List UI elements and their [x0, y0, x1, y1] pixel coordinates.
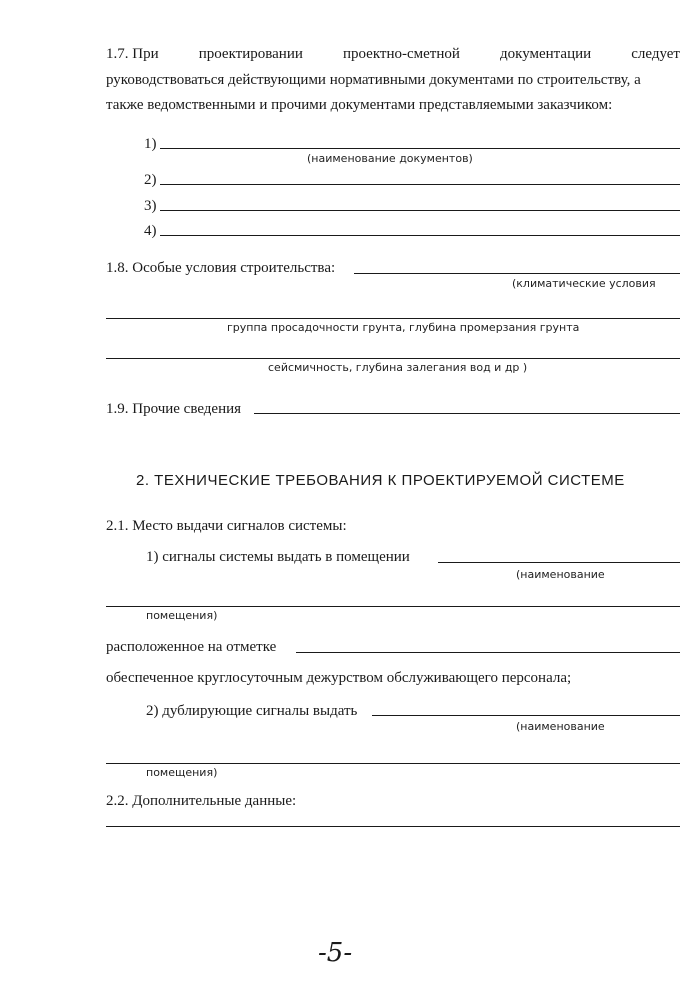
doc-item-1-caption: (наименование документов): [307, 152, 473, 165]
s21-caption-name-2: (наименование: [516, 720, 605, 733]
s17-word: 1.7. При: [106, 46, 159, 62]
s17-word: документации: [499, 46, 592, 62]
s17-line3: также ведомственными и прочими документами представляемыми заказчиком:: [106, 97, 613, 113]
s18-field-2[interactable]: [106, 318, 680, 319]
s21-caption-room-1: помещения): [146, 609, 218, 622]
doc-item-number: 1): [144, 136, 157, 152]
doc-item-3-field[interactable]: [160, 210, 680, 211]
s17-word: проектировании: [198, 46, 303, 62]
s18-label: 1.8. Особые условия строительства:: [106, 260, 336, 276]
s18-field-1[interactable]: [354, 273, 680, 274]
doc-item-4-field[interactable]: [160, 235, 680, 236]
section2-heading: 2. ТЕХНИЧЕСКИЕ ТРЕБОВАНИЯ К ПРОЕКТИРУЕМОЙ СИСТЕМЕ: [136, 472, 625, 489]
s21-item2: 2) дублирующие сигналы выдать: [146, 703, 358, 719]
s17-line2: руководствоваться действующими нормативными документами по строительству, а: [106, 72, 641, 88]
doc-item-number: 4): [144, 223, 157, 239]
s21-item1: 1) сигналы системы выдать в помещении: [146, 549, 410, 565]
s22-label: 2.2. Дополнительные данные:: [106, 793, 297, 809]
s18-caption-seismic: сейсмичность, глубина залегания вод и др ): [268, 361, 528, 374]
s18-caption-climate: (климатические условия: [512, 277, 656, 290]
s21-item2-field[interactable]: [372, 715, 680, 716]
s21-item1-field-2[interactable]: [106, 606, 680, 607]
s21-elevation-field[interactable]: [296, 652, 680, 653]
s17-word: следует: [631, 46, 680, 62]
s21-label: 2.1. Место выдачи сигналов системы:: [106, 518, 347, 534]
s21-caption-name-1: (наименование: [516, 568, 605, 581]
doc-item-number: 2): [144, 172, 157, 188]
s21-duty-text: обеспеченное круглосуточным дежурством обслуживающего персонала;: [106, 670, 572, 686]
s21-caption-room-2: помещения): [146, 766, 218, 779]
s17-word: проектно-сметной: [342, 46, 460, 62]
s18-caption-soil: группа просадочности грунта, глубина промерзания грунта: [227, 321, 580, 334]
s21-item2-field-2[interactable]: [106, 763, 680, 764]
page-number: -5-: [318, 938, 353, 968]
s22-field[interactable]: [106, 826, 680, 827]
doc-item-2-field[interactable]: [160, 184, 680, 185]
s19-field[interactable]: [254, 413, 680, 414]
s19-label: 1.9. Прочие сведения: [106, 401, 242, 417]
doc-item-number: 3): [144, 198, 157, 214]
s21-elevation-label: расположенное на отметке: [106, 639, 277, 655]
s18-field-3[interactable]: [106, 358, 680, 359]
s21-item1-field[interactable]: [438, 562, 680, 563]
doc-item-1-field[interactable]: [160, 148, 680, 149]
s17-line1: [106, 45, 680, 63]
